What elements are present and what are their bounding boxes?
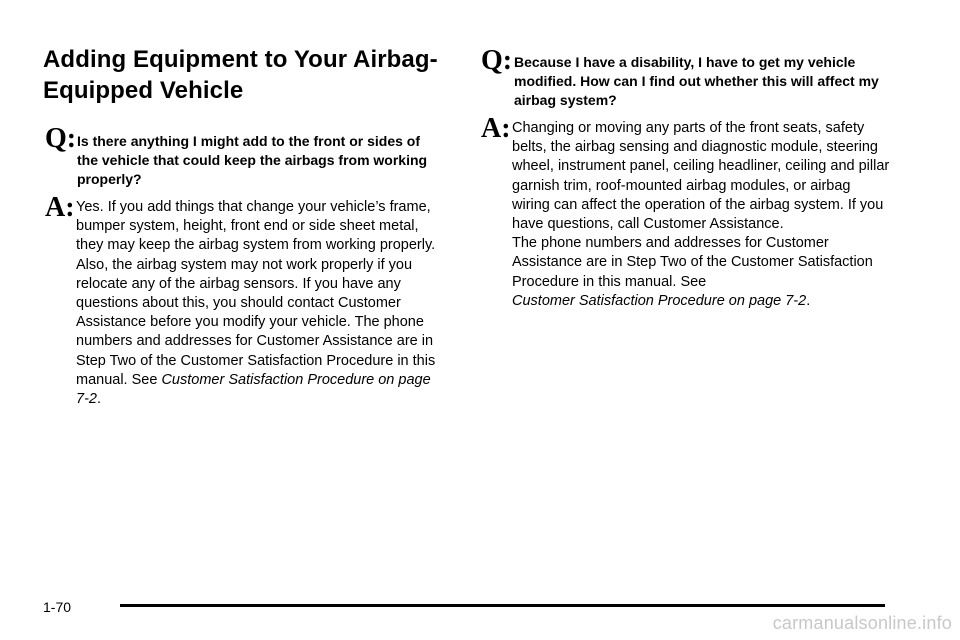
answer-body: Changing or moving any parts of the front seats, safety belts, the airbag sensing and diagnostic module, steering wheel, instrument panel, ceiling headliner, ceiling and pillar garnish trim, roof-mounted airbag modules, or airbag wiring can affect the operation of the airbag system. If you have questions, call Customer Assistance.	[512, 120, 890, 233]
cross-reference-link[interactable]: Customer Satisfaction Procedure on page 7-2	[76, 371, 431, 408]
question-mark-label: Q:	[45, 123, 77, 154]
answer-end: .	[96, 391, 101, 408]
question-2	[481, 45, 881, 110]
watermark: carmanualsonline.info	[772, 613, 952, 633]
question-mark-label: Q:	[481, 45, 513, 76]
answer-1	[45, 192, 445, 409]
question-1	[45, 123, 435, 189]
cross-reference-link[interactable]: Customer Satisfaction Procedure on page 7-2	[512, 292, 807, 309]
answer-2	[481, 113, 891, 311]
page-number: 1-70	[43, 599, 72, 615]
answer-text	[481, 113, 891, 311]
answer-body-continued: The phone numbers and addresses for Customer Assistance are in Step Two of the Customer Satisfaction Procedure in this manual. See	[512, 235, 873, 290]
answer-text	[45, 192, 445, 409]
page-title: Adding Equipment to Your Airbag-Equipped Vehicle	[43, 46, 438, 104]
answer-body: Yes. If you add things that change your vehicle’s frame, bumper system, height, front end or side sheet metal, they may keep the airbag system from working properly. Also, the airbag system may not work properly if you relocate any of the airbag sensors. If you have any questions about this, you should contact Customer Assistance before you modify your vehicle. The phone numbers and addresses for Customer Assistance are in Step Two of the Customer Satisfaction Procedure in this manual. See	[76, 199, 436, 388]
answer-end: .	[806, 292, 811, 309]
answer-mark-label: A:	[45, 192, 75, 223]
question-text: Because I have a disability, I have to get my vehicle modified. How can I find out whether this will affect my airbag system?	[514, 54, 879, 108]
footer-rule	[120, 604, 885, 607]
answer-mark-label: A:	[481, 113, 511, 144]
question-text: Is there anything I might add to the front or sides of the vehicle that could keep the airbags from working properly?	[77, 133, 428, 187]
